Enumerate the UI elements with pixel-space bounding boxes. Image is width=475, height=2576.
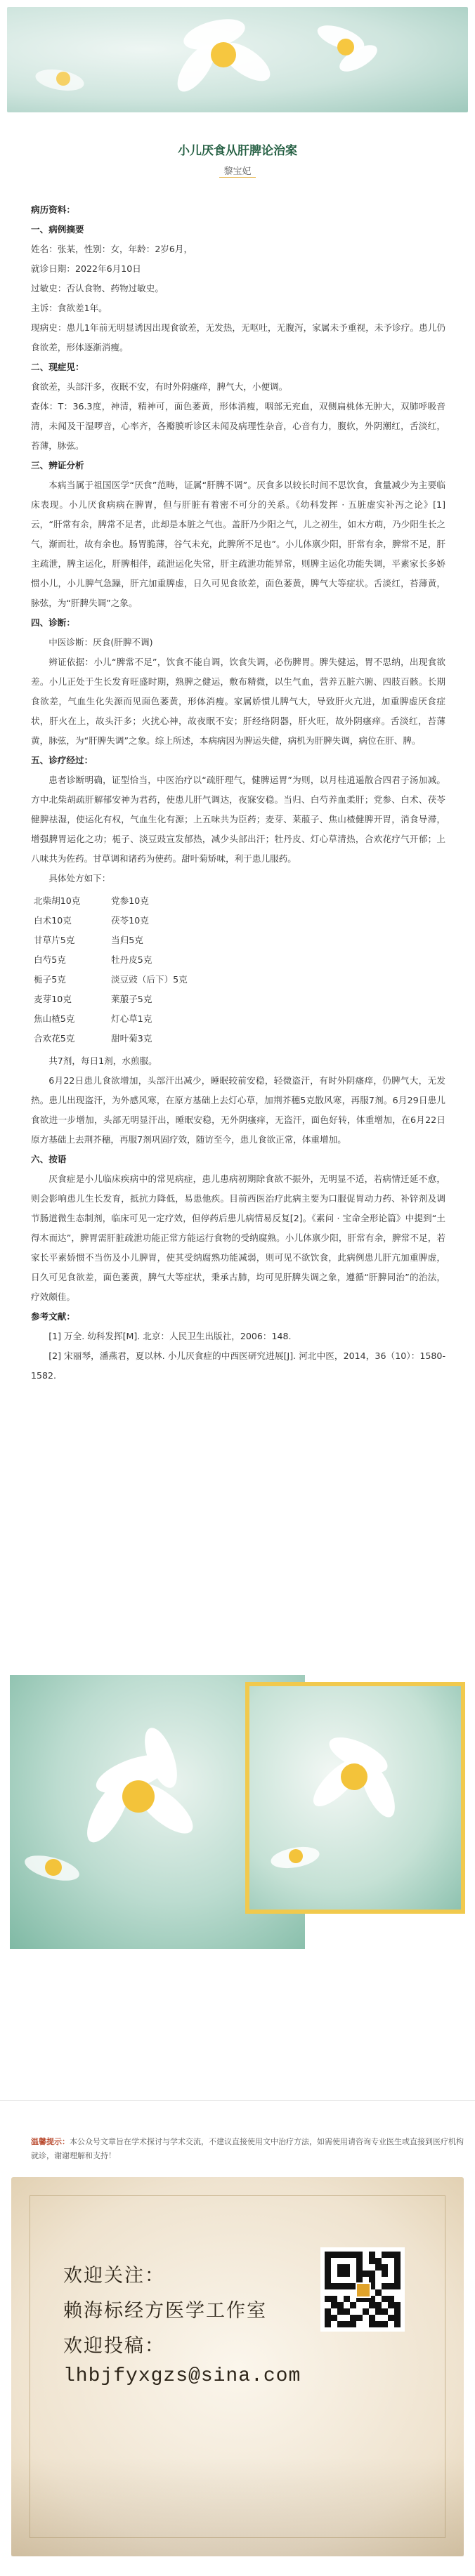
card-submit-label: 欢迎投稿： <box>63 2335 165 2357</box>
notice-label: 温馨提示： <box>31 2137 70 2146</box>
qr-code[interactable] <box>320 2247 405 2332</box>
herb-item: 茯苓10克 <box>111 915 149 926</box>
qr-logo-icon <box>356 2282 371 2298</box>
section-5-heading: 五、诊疗经过： <box>31 755 93 765</box>
card-studio-name: 赖海标经方医学工作室 <box>63 2300 267 2322</box>
s1-line: 主诉：食欲差1年。 <box>31 303 108 313</box>
section-6-heading: 六、按语 <box>31 1154 67 1164</box>
herb-item: 北柴胡10克 <box>34 895 81 906</box>
s1-line: 就诊日期：2022年6月10日 <box>31 263 141 274</box>
flower-images <box>10 1675 465 1970</box>
herb-item: 当归5克 <box>111 935 143 945</box>
article-title: 小儿厌食从肝脾论治案 <box>178 144 297 158</box>
references-heading: 参考文献： <box>31 1311 75 1322</box>
card-decoration <box>11 2458 464 2556</box>
section-1-heading: 一、病例摘要 <box>31 224 84 235</box>
herb-item: 淡豆豉（后下）5克 <box>111 974 188 985</box>
herb-item: 合欢花5克 <box>34 1033 75 1044</box>
card-follow-label: 欢迎关注： <box>63 2265 165 2287</box>
prescription-list <box>34 891 445 1049</box>
notice-body: 本公众号文章旨在学术探讨与学术交流，不建议直接使用文中治疗方法，如需使用请咨询专业医生或直接到医疗机构就诊，谢谢理解和支持！ <box>31 2137 464 2160</box>
s6-paragraph: 厌食症是小儿临床疾病中的常见病症，患儿患病初期除食欲不振外，无明显不适，若病情迁延不愈，则会影响患儿生长发育，抵抗力降低，易患他疾。目前西医治疗此病主要为口服促胃动力药、补锌剂及调节肠道微生态制剂，临床可见一定疗效，但停药后患儿病情易反复[2]。《素问 · 宝命全形论篇》中提到“土得木而达”，脾胃需肝脏疏泄功能正常方能运行食物的受纳腐熟。小儿体禀少阳，肝常有余，脾常不足，若家长平素娇惯不当伤及小儿脾胃，使其受纳腐熟功能减弱，则可见不欲饮食，此病例患儿肝亢加重脾虚，日久可见食欲差，面色萎黄，脾气大等症状，秉承古肺，均可见肝脾失调之象，遵循“肝脾同治”的治法，疗效颇佳。 <box>31 1174 445 1302</box>
top-banner-image <box>7 7 468 112</box>
herb-item: 灯心草1克 <box>111 1013 152 1024</box>
s4-paragraph: 辨证依据：小儿“脾常不足”，饮食不能自调，饮食失调，必伤脾胃。脾失健运，胃不思纳，出现食欲差。小儿正处于生长发育旺盛时期，熟脾之健运，敷布精微，以生气血，营养五脏六腑、四肢百骸。长期食欲差，气血生化失源而见面色萎黄，形体消瘦。家属娇惯儿脾气大，导致肝火亢进，加重脾虚厌食症状，肝火在上，故头汗多；火扰心神，故夜眠不安；肝经络阴器，肝火旺，故外阴瘙痒。舌淡红，苔薄黄，脉弦，为“肝脾失调”之象。综上所述，本病病因为脾运失健，病机为肝脾失调，病位在肝、脾。 <box>31 657 445 746</box>
herb-item: 莱菔子5克 <box>111 994 152 1004</box>
s5-paragraph-1: 患者诊断明确，证型恰当，中医治疗以“疏肝理气，健脾运胃”为则，以月桂逍遥散合四君子汤加减。方中北柴胡疏肝解郁安神为君药，使患儿肝气调达，夜寐安稳。当归、白芍养血柔肝；党参、白术、茯苓健脾祛湿，使运化有权，气血生化有源；上五味共为臣药；麦芽、莱菔子、焦山楂健脾开胃，消食导滞，增强脾胃运化之功；栀子、淡豆豉宣发郁热，减少头部出汗；牡丹皮、灯心草清热，合欢花疗气开郁；上八味共为佐药。甘草调和诸药为使药。甜叶菊矫味，利于患儿服药。 <box>31 775 445 864</box>
s1-line: 过敏史：否认食物、药物过敏史。 <box>31 283 164 294</box>
herb-note: 共7剂，每日1剂，水煎服。 <box>48 1056 157 1066</box>
reference-item: [2] 宋丽琴，潘燕君，夏以林. 小儿厌食症的中西医研究进展[J]. 河北中医，2014，36（10）：1580-1582. <box>31 1351 445 1381</box>
s2-text: 食欲差，头部汗多，夜眠不安，有时外阴瘙痒，脾气大，小便调。 <box>31 381 288 392</box>
section-2-heading: 二、现症见： <box>31 362 84 372</box>
s1-line: 姓名：张某，性别：女，年龄：2岁6月， <box>31 244 193 254</box>
herb-item: 白术10克 <box>34 915 72 926</box>
herb-item: 白芍5克 <box>34 954 66 965</box>
herb-item: 党参10克 <box>111 895 149 906</box>
herb-item: 牡丹皮5克 <box>111 954 152 965</box>
herb-item: 甘草片5克 <box>34 935 75 945</box>
herb-item: 栀子5克 <box>34 974 66 985</box>
herb-item: 焦山楂5克 <box>34 1013 75 1024</box>
herb-item: 甜叶菊3克 <box>111 1033 152 1044</box>
divider-line <box>0 2100 475 2101</box>
record-heading: 病历资料： <box>31 204 75 215</box>
follow-card <box>11 2177 464 2556</box>
reference-item: [1] 万全. 幼科发挥[M]. 北京：人民卫生出版社，2006：148. <box>48 1331 292 1341</box>
card-email[interactable]: lhbjfyxgzs@sina.com <box>63 2365 301 2387</box>
flower-photo-right <box>245 1682 465 1914</box>
article-body <box>31 200 445 1386</box>
herb-heading: 具体处方如下： <box>48 873 111 883</box>
section-3-heading: 三、辨证分析 <box>31 460 84 471</box>
s4-diagnosis: 中医诊断：厌食(肝脾不调) <box>48 637 153 648</box>
s2-exam: 查体：T：36.3度，神清，精神可，面色萎黄，形体消瘦，咽部无充血，双侧扁桃体无肿大，双肺呼吸音清，未闻及干湿啰音，心率齐，各瓣膜听诊区未闻及病理性杂音，心音有力，腹软，外阴潮红，舌淡红，苔薄，脉弦。 <box>31 401 445 451</box>
s5-paragraph-2: 6月22日患儿食欲增加，头部汗出减少，睡眠较前安稳，轻微盗汗，有时外阴瘙痒，仍脾气大，无发热。患儿出现盗汗，为外感风寒，在原方基础上去灯心草，加荆芥穗5克散风寒，再服7剂。6月29日患儿食欲进一步增加，头部无明显汗出，睡眠安稳，无外阴瘙痒，无盗汗，面色好转，体重增加，在6月22日原方基础上去荆芥穗，再服7剂巩固疗效，随访至今，患儿食欲正常，体重增加。 <box>31 1075 445 1145</box>
s1-line: 现病史：患儿1年前无明显诱因出现食欲差，无发热，无呕吐，无腹泻，家属未予重视，未予诊疗。患儿仍食欲差，形体逐渐消瘦。 <box>31 322 445 353</box>
section-4-heading: 四、诊断： <box>31 617 75 628</box>
article-author: 黎宝妃 <box>219 164 255 178</box>
notice-text <box>31 2135 467 2163</box>
s3-paragraph: 本病当属于祖国医学“厌食”范畴，证属“肝脾不调”。厌食多以较长时间不思饮食，食量减少为主要临床表现。小儿厌食病病在脾胃，但与肝脏有着密不可分的关系。《幼科发挥 · 五脏虚实补泻之论》[1]云，“肝常有余，脾常不足者，此却是本脏之气也。盖肝乃少阳之气，儿之初生，如木方萌，乃少阳生长之气，渐而壮，故有余也。肠胃脆薄，谷气未充，此脾所不足也”。小儿体禀少阳，肝常有余，脾常不足，肝主疏泄，脾主运化，肝脾相伴，疏泄运化失常，肝主疏泄功能异常，则脾主运化功能失调，平素家长多娇惯小儿，小儿脾气急躁，肝亢加重脾虚，日久可见食欲差，面色萎黄，脾气大等症状。舌淡红，苔薄黄，脉弦，为“肝脾失调”之象。 <box>31 480 445 608</box>
herb-item: 麦芽10克 <box>34 994 72 1004</box>
